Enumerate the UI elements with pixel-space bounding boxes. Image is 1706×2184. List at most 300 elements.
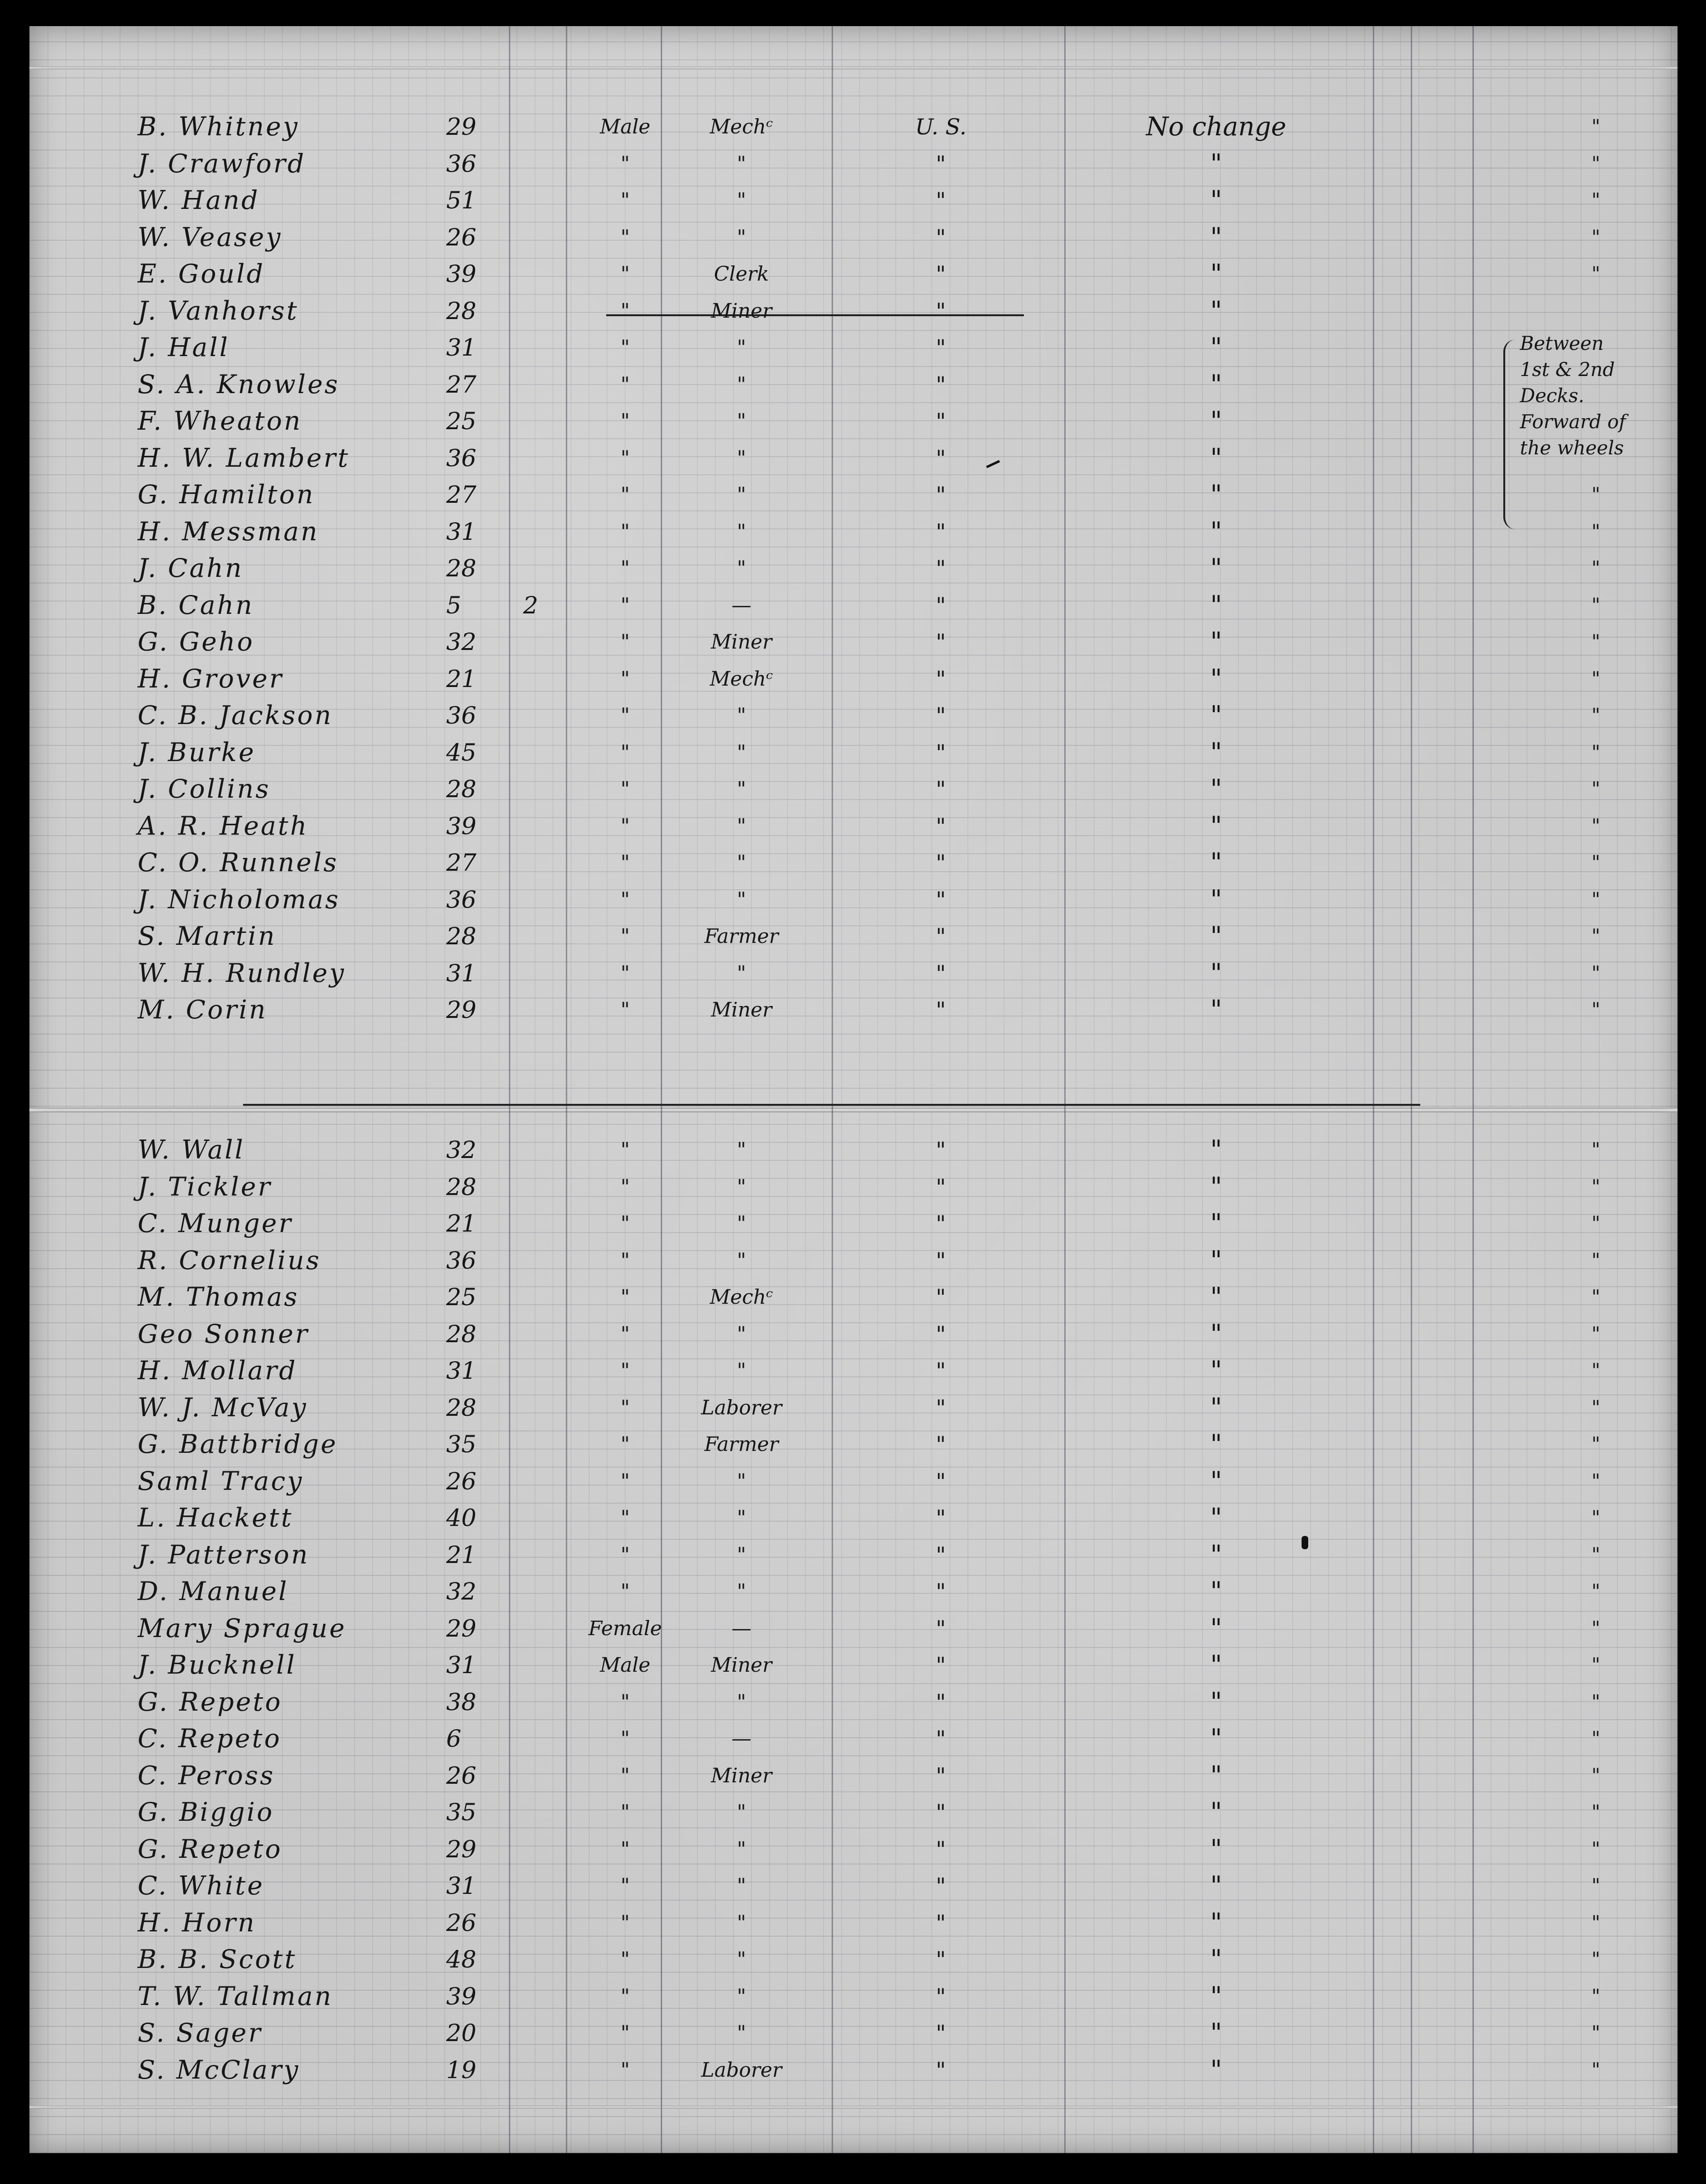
- nationality-value: ": [936, 1431, 946, 1457]
- nationality-value: ": [936, 224, 946, 250]
- occupation-value: Miner: [711, 1653, 772, 1676]
- occupation-value: Miner: [711, 998, 772, 1021]
- occupation-value: ": [737, 1322, 746, 1346]
- sex-value: ": [620, 814, 630, 838]
- ledger-row: [29, 1500, 1678, 1535]
- passenger-name: M. Thomas: [138, 1282, 300, 1312]
- sex-value: ": [620, 1248, 630, 1272]
- count-value: [523, 624, 552, 659]
- occupation-value: ": [737, 851, 746, 874]
- passenger-name: J. Bucknell: [138, 1650, 297, 1680]
- age-value: 26: [446, 1761, 477, 1789]
- change-value: ": [1210, 1539, 1222, 1570]
- sex-value: ": [620, 372, 630, 396]
- nationality-value: ": [936, 1836, 946, 1862]
- change-value: ": [1210, 2018, 1222, 2048]
- remark-value: ": [1591, 263, 1601, 285]
- nationality-value: ": [936, 1579, 946, 1604]
- change-value: ": [1210, 1171, 1222, 1202]
- occupation-value: Miner: [711, 1763, 772, 1787]
- ledger-row: [29, 1611, 1678, 1646]
- age-value: 29: [446, 1835, 477, 1863]
- ledger-row: [29, 1574, 1678, 1609]
- change-value: ": [1210, 369, 1222, 399]
- change-value: ": [1210, 884, 1222, 914]
- occupation-value: —: [731, 593, 751, 617]
- ledger-row: [29, 1317, 1678, 1352]
- sex-value: ": [620, 1212, 630, 1235]
- count-value: [523, 1685, 552, 1720]
- count-value: [523, 514, 552, 549]
- sex-value: ": [620, 593, 630, 617]
- sex-value: ": [620, 924, 630, 948]
- ledger-row: [29, 1206, 1678, 1241]
- sex-value: ": [620, 740, 630, 764]
- nationality-value: ": [936, 408, 946, 434]
- change-value: ": [1210, 847, 1222, 877]
- count-value: [523, 477, 552, 512]
- change-value: ": [1210, 774, 1222, 804]
- occupation-value: ": [737, 1580, 746, 1603]
- passenger-name: B. Cahn: [138, 590, 254, 620]
- change-value: ": [1210, 406, 1222, 436]
- occupation-value: ": [737, 1948, 746, 1971]
- passenger-name: E. Gould: [138, 259, 265, 289]
- nationality-value: ": [936, 1394, 946, 1421]
- count-value: [523, 1132, 552, 1167]
- change-value: ": [1210, 185, 1222, 215]
- passenger-name: B. Whitney: [138, 112, 300, 141]
- change-value: ": [1210, 1834, 1222, 1864]
- sex-value: ": [620, 188, 630, 212]
- sex-value: ": [620, 998, 630, 1021]
- nationality-value: ": [936, 482, 946, 508]
- change-value: ": [1210, 295, 1222, 326]
- age-value: 31: [446, 518, 477, 546]
- age-value: 28: [446, 1393, 477, 1421]
- change-value: ": [1210, 1686, 1222, 1717]
- occupation-value: —: [731, 1616, 751, 1640]
- change-value: ": [1210, 1356, 1222, 1385]
- sex-value: ": [620, 1948, 630, 1971]
- age-value: 27: [446, 370, 477, 398]
- remark-value: ": [1591, 999, 1601, 1021]
- ledger-row: [29, 109, 1678, 144]
- ledger-row: [29, 2015, 1678, 2051]
- change-value: ": [1210, 921, 1222, 951]
- count-value: [523, 1721, 552, 1756]
- change-value: ": [1210, 1466, 1222, 1496]
- ledger-row: [29, 661, 1678, 697]
- ledger-row: [29, 1905, 1678, 1940]
- remark-value: ": [1591, 1764, 1601, 1787]
- nationality-value: ": [936, 2020, 946, 2046]
- age-value: 45: [446, 738, 477, 766]
- passenger-name: H. W. Lambert: [138, 442, 350, 473]
- age-value: 29: [446, 1614, 477, 1642]
- age-value: 28: [446, 555, 477, 582]
- count-value: [523, 992, 552, 1027]
- remark-value: ": [1591, 631, 1601, 653]
- nationality-value: ": [936, 739, 946, 765]
- ledger-row: [29, 992, 1678, 1027]
- count-value: [523, 1832, 552, 1867]
- age-value: 26: [446, 1467, 477, 1495]
- age-value: 21: [446, 1210, 477, 1237]
- passenger-name: M. Corin: [138, 995, 268, 1025]
- nationality-value: ": [936, 1689, 946, 1715]
- sex-value: ": [620, 1285, 630, 1309]
- section-rule: [243, 1104, 1420, 1106]
- change-value: ": [1210, 627, 1222, 657]
- age-value: 36: [446, 444, 477, 472]
- count-value: [523, 1206, 552, 1241]
- change-value: ": [1210, 1723, 1222, 1753]
- sex-value: ": [620, 887, 630, 911]
- age-value: 36: [446, 885, 477, 913]
- count-value: [523, 1427, 552, 1462]
- side-note-line: 1st & 2nd: [1520, 359, 1615, 381]
- sex-value: ": [620, 409, 630, 433]
- ledger-row: [29, 551, 1678, 586]
- passenger-name: C. O. Runnels: [138, 847, 339, 877]
- sex-value: ": [620, 1543, 630, 1566]
- nationality-value: ": [936, 666, 946, 692]
- remark-value: ": [1591, 594, 1601, 616]
- remark-value: ": [1591, 1949, 1601, 1970]
- nationality-value: ": [936, 1652, 946, 1678]
- passenger-name: S. Martin: [138, 921, 277, 951]
- occupation-value: ": [737, 887, 746, 911]
- ledger-row: [29, 220, 1678, 255]
- nationality-value: ": [936, 1174, 946, 1200]
- age-value: 32: [446, 628, 477, 656]
- passenger-name: Mary Sprague: [138, 1613, 347, 1643]
- change-value: ": [1210, 1208, 1222, 1238]
- nationality-value: ": [936, 923, 946, 949]
- bottom-fold-crease: [29, 2106, 1678, 2109]
- count-value: [523, 919, 552, 954]
- age-value: 28: [446, 775, 477, 803]
- ledger-row: [29, 588, 1678, 623]
- change-value: ": [1210, 1797, 1222, 1827]
- nationality-value: ": [936, 1726, 946, 1751]
- count-value: [523, 1758, 552, 1793]
- change-value: ": [1210, 1429, 1222, 1459]
- change-value: ": [1210, 1981, 1222, 2011]
- change-value: ": [1210, 1503, 1222, 1533]
- occupation-value: ": [737, 372, 746, 396]
- count-value: [523, 845, 552, 880]
- count-value: [523, 1464, 552, 1499]
- remark-value: ": [1591, 1433, 1601, 1455]
- age-value: 29: [446, 996, 477, 1024]
- count-value: [523, 1647, 552, 1683]
- nationality-value: ": [936, 445, 946, 471]
- nationality-value: ": [936, 261, 946, 287]
- count-value: 2: [523, 591, 538, 619]
- count-value: [523, 735, 552, 770]
- remark-value: ": [1591, 226, 1601, 248]
- ledger-row: [29, 845, 1678, 880]
- nationality-value: ": [936, 555, 946, 581]
- age-value: 39: [446, 260, 477, 288]
- remark-value: ": [1591, 815, 1601, 837]
- nationality-value: ": [936, 1137, 946, 1163]
- remark-value: ": [1591, 152, 1601, 175]
- count-value: [523, 220, 552, 255]
- ledger-row: [29, 330, 1678, 365]
- count-value: [523, 293, 552, 329]
- remark-value: ": [1591, 852, 1601, 874]
- ledger-row: [29, 1868, 1678, 1903]
- change-value: ": [1210, 1650, 1222, 1680]
- nationality-value: ": [936, 592, 946, 618]
- nationality-value: ": [936, 886, 946, 913]
- occupation-value: ": [737, 1984, 746, 2008]
- nationality-value: ": [936, 298, 946, 324]
- remark-value: ": [1591, 668, 1601, 690]
- occupation-value: ": [737, 1874, 746, 1897]
- count-value: [523, 1169, 552, 1205]
- nationality-value: ": [936, 960, 946, 986]
- ledger-row: [29, 698, 1678, 733]
- passenger-name: W. Veasey: [138, 222, 282, 252]
- nationality-value: ": [936, 1615, 946, 1641]
- sex-value: ": [620, 446, 630, 470]
- age-value: 51: [446, 187, 477, 214]
- occupation-value: —: [731, 1727, 751, 1750]
- sex-value: ": [620, 299, 630, 322]
- passenger-name: C. White: [138, 1871, 264, 1901]
- sex-value: ": [620, 1395, 630, 1419]
- sex-value: ": [620, 667, 630, 690]
- remark-value: ": [1591, 888, 1601, 911]
- sex-value: ": [620, 1359, 630, 1382]
- passenger-name: C. Repeto: [138, 1723, 282, 1753]
- age-value: 32: [446, 1578, 477, 1605]
- passenger-name: W. Wall: [138, 1135, 245, 1165]
- age-value: 38: [446, 1688, 477, 1716]
- sex-value: ": [620, 851, 630, 874]
- count-value: [523, 1868, 552, 1903]
- sex-value: ": [620, 225, 630, 249]
- count-value: [523, 1979, 552, 2014]
- occupation-value: ": [737, 1359, 746, 1382]
- ledger-row: [29, 183, 1678, 218]
- sex-value: ": [620, 1175, 630, 1198]
- ledger-row: [29, 1353, 1678, 1388]
- passenger-name: H. Messman: [138, 516, 319, 546]
- occupation-value: ": [737, 704, 746, 727]
- count-value: [523, 1280, 552, 1315]
- change-value: ": [1210, 332, 1222, 362]
- passenger-name: Saml Tracy: [138, 1466, 304, 1496]
- remark-value: ": [1591, 705, 1601, 726]
- count-value: [523, 1500, 552, 1535]
- count-value: [523, 2015, 552, 2051]
- sex-value: ": [620, 151, 630, 175]
- remark-value: ": [1591, 1213, 1601, 1234]
- ledger-row: [29, 404, 1678, 439]
- sex-value: ": [620, 1727, 630, 1750]
- ledger-row: [29, 1427, 1678, 1462]
- ledger-row: [29, 772, 1678, 807]
- nationality-value: ": [936, 518, 946, 545]
- count-value: [523, 404, 552, 439]
- count-value: [523, 1317, 552, 1352]
- nationality-value: ": [936, 1247, 946, 1273]
- sex-value: ": [620, 262, 630, 285]
- ledger-row: [29, 1537, 1678, 1572]
- ledger-row: [29, 809, 1678, 844]
- sex-value: ": [620, 1837, 630, 1861]
- age-value: 39: [446, 1982, 477, 2010]
- sex-value: ": [620, 1763, 630, 1787]
- remark-value: ": [1591, 1139, 1601, 1161]
- brace-mark: [1503, 339, 1516, 529]
- remark-value: [1567, 293, 1624, 329]
- passenger-name: J. Burke: [138, 737, 256, 767]
- ledger-row: [29, 2052, 1678, 2088]
- count-value: [523, 1537, 552, 1572]
- remark-value: ": [1591, 1838, 1601, 1860]
- remark-value: ": [1591, 1396, 1601, 1419]
- occupation-value: Miner: [711, 630, 772, 653]
- occupation-value: ": [737, 961, 746, 985]
- change-value: ": [1210, 1944, 1222, 1974]
- remark-value: ": [1591, 2059, 1601, 2081]
- remark-value: ": [1591, 2022, 1601, 2044]
- remark-value: ": [1591, 925, 1601, 947]
- ledger-row: [29, 882, 1678, 917]
- center-fold-crease: [29, 1108, 1678, 1112]
- occupation-value: Mechᶜ: [710, 115, 773, 138]
- sex-value: ": [620, 519, 630, 543]
- nationality-value: ": [936, 1947, 946, 1972]
- age-value: 27: [446, 849, 477, 876]
- passenger-name: D. Manuel: [138, 1576, 289, 1606]
- remark-value: ": [1591, 1323, 1601, 1345]
- count-value: [523, 2052, 552, 2088]
- count-value: [523, 1390, 552, 1425]
- nationality-value: ": [936, 813, 946, 839]
- count-value: [523, 551, 552, 586]
- count-value: [523, 882, 552, 917]
- passenger-name: G. Battbridge: [138, 1429, 338, 1459]
- passenger-name: J. Patterson: [138, 1539, 310, 1570]
- ledger-row: [29, 1942, 1678, 1977]
- sex-value: ": [620, 1911, 630, 1934]
- ledger-row: [29, 293, 1678, 329]
- ledger-row: [29, 1832, 1678, 1867]
- remark-value: ": [1591, 520, 1601, 543]
- passenger-name: S. McClary: [138, 2054, 300, 2085]
- age-value: 28: [446, 1173, 477, 1201]
- nationality-value: ": [936, 1468, 946, 1494]
- change-value: ": [1210, 1871, 1222, 1901]
- passenger-name: H. Grover: [138, 663, 284, 694]
- nationality-value: ": [936, 703, 946, 728]
- passenger-name: H. Mollard: [138, 1356, 298, 1385]
- remark-value: ": [1591, 557, 1601, 579]
- change-value: ": [1210, 1760, 1222, 1790]
- ledger-row: [29, 1280, 1678, 1315]
- occupation-value: ": [737, 1690, 746, 1713]
- nationality-value: ": [936, 1211, 946, 1236]
- ledger-row: [29, 256, 1678, 292]
- ledger-row: [29, 1721, 1678, 1756]
- remark-value: ": [1591, 1801, 1601, 1823]
- passenger-name: Geo Sonner: [138, 1318, 309, 1349]
- remark-value: ": [1591, 1728, 1601, 1750]
- sex-value: ": [620, 1506, 630, 1529]
- top-fold-crease: [29, 66, 1678, 69]
- passenger-name: F. Wheaton: [138, 406, 302, 436]
- nationality-value: ": [936, 1762, 946, 1789]
- occupation-value: ": [737, 1911, 746, 1934]
- sex-value: ": [620, 1800, 630, 1824]
- remark-value: ": [1591, 1617, 1601, 1639]
- change-value: ": [1210, 1392, 1222, 1422]
- age-value: 26: [446, 223, 477, 251]
- passenger-name: J. Collins: [138, 774, 271, 804]
- ledger-row: [29, 956, 1678, 991]
- ledger-row: [29, 1758, 1678, 1793]
- occupation-value: Farmer: [704, 1432, 779, 1456]
- count-value: [523, 441, 552, 476]
- ledger-row: [29, 1243, 1678, 1278]
- remark-value: ": [1591, 962, 1601, 984]
- occupation-value: ": [737, 446, 746, 470]
- count-value: [523, 1795, 552, 1830]
- change-value: ": [1210, 1907, 1222, 1938]
- age-value: 25: [446, 1283, 477, 1311]
- remark-value: ": [1591, 1691, 1601, 1713]
- change-value: ": [1210, 810, 1222, 841]
- nationality-value: ": [936, 151, 946, 177]
- ledger-row: [29, 1464, 1678, 1499]
- change-value: ": [1210, 148, 1222, 179]
- ledger-row: [29, 514, 1678, 549]
- ledger-row: [29, 1132, 1678, 1167]
- nationality-value: ": [936, 188, 946, 213]
- nationality-value: ": [936, 1799, 946, 1825]
- ledger-row: [29, 1979, 1678, 2014]
- remark-value: ": [1591, 1654, 1601, 1676]
- occupation-value: ": [737, 740, 746, 764]
- change-value: ": [1210, 2054, 1222, 2085]
- change-value: ": [1210, 1576, 1222, 1606]
- change-value: No change: [1146, 112, 1286, 141]
- remark-value: ": [1591, 778, 1601, 800]
- side-note: [1520, 331, 1672, 461]
- count-value: [523, 146, 552, 181]
- remark-value: ": [1591, 1985, 1601, 2007]
- sex-value: ": [620, 556, 630, 580]
- nationality-value: ": [936, 1284, 946, 1310]
- passenger-name: W. J. McVay: [138, 1392, 308, 1422]
- change-value: ": [1210, 480, 1222, 509]
- age-value: 26: [446, 1909, 477, 1937]
- passenger-name: J. Crawford: [138, 148, 306, 179]
- passenger-name: L. Hackett: [138, 1503, 293, 1533]
- passenger-name: J. Cahn: [138, 553, 244, 583]
- occupation-value: ": [737, 151, 746, 175]
- sex-value: ": [620, 1138, 630, 1161]
- nationality-value: ": [936, 629, 946, 655]
- change-value: ": [1210, 442, 1222, 473]
